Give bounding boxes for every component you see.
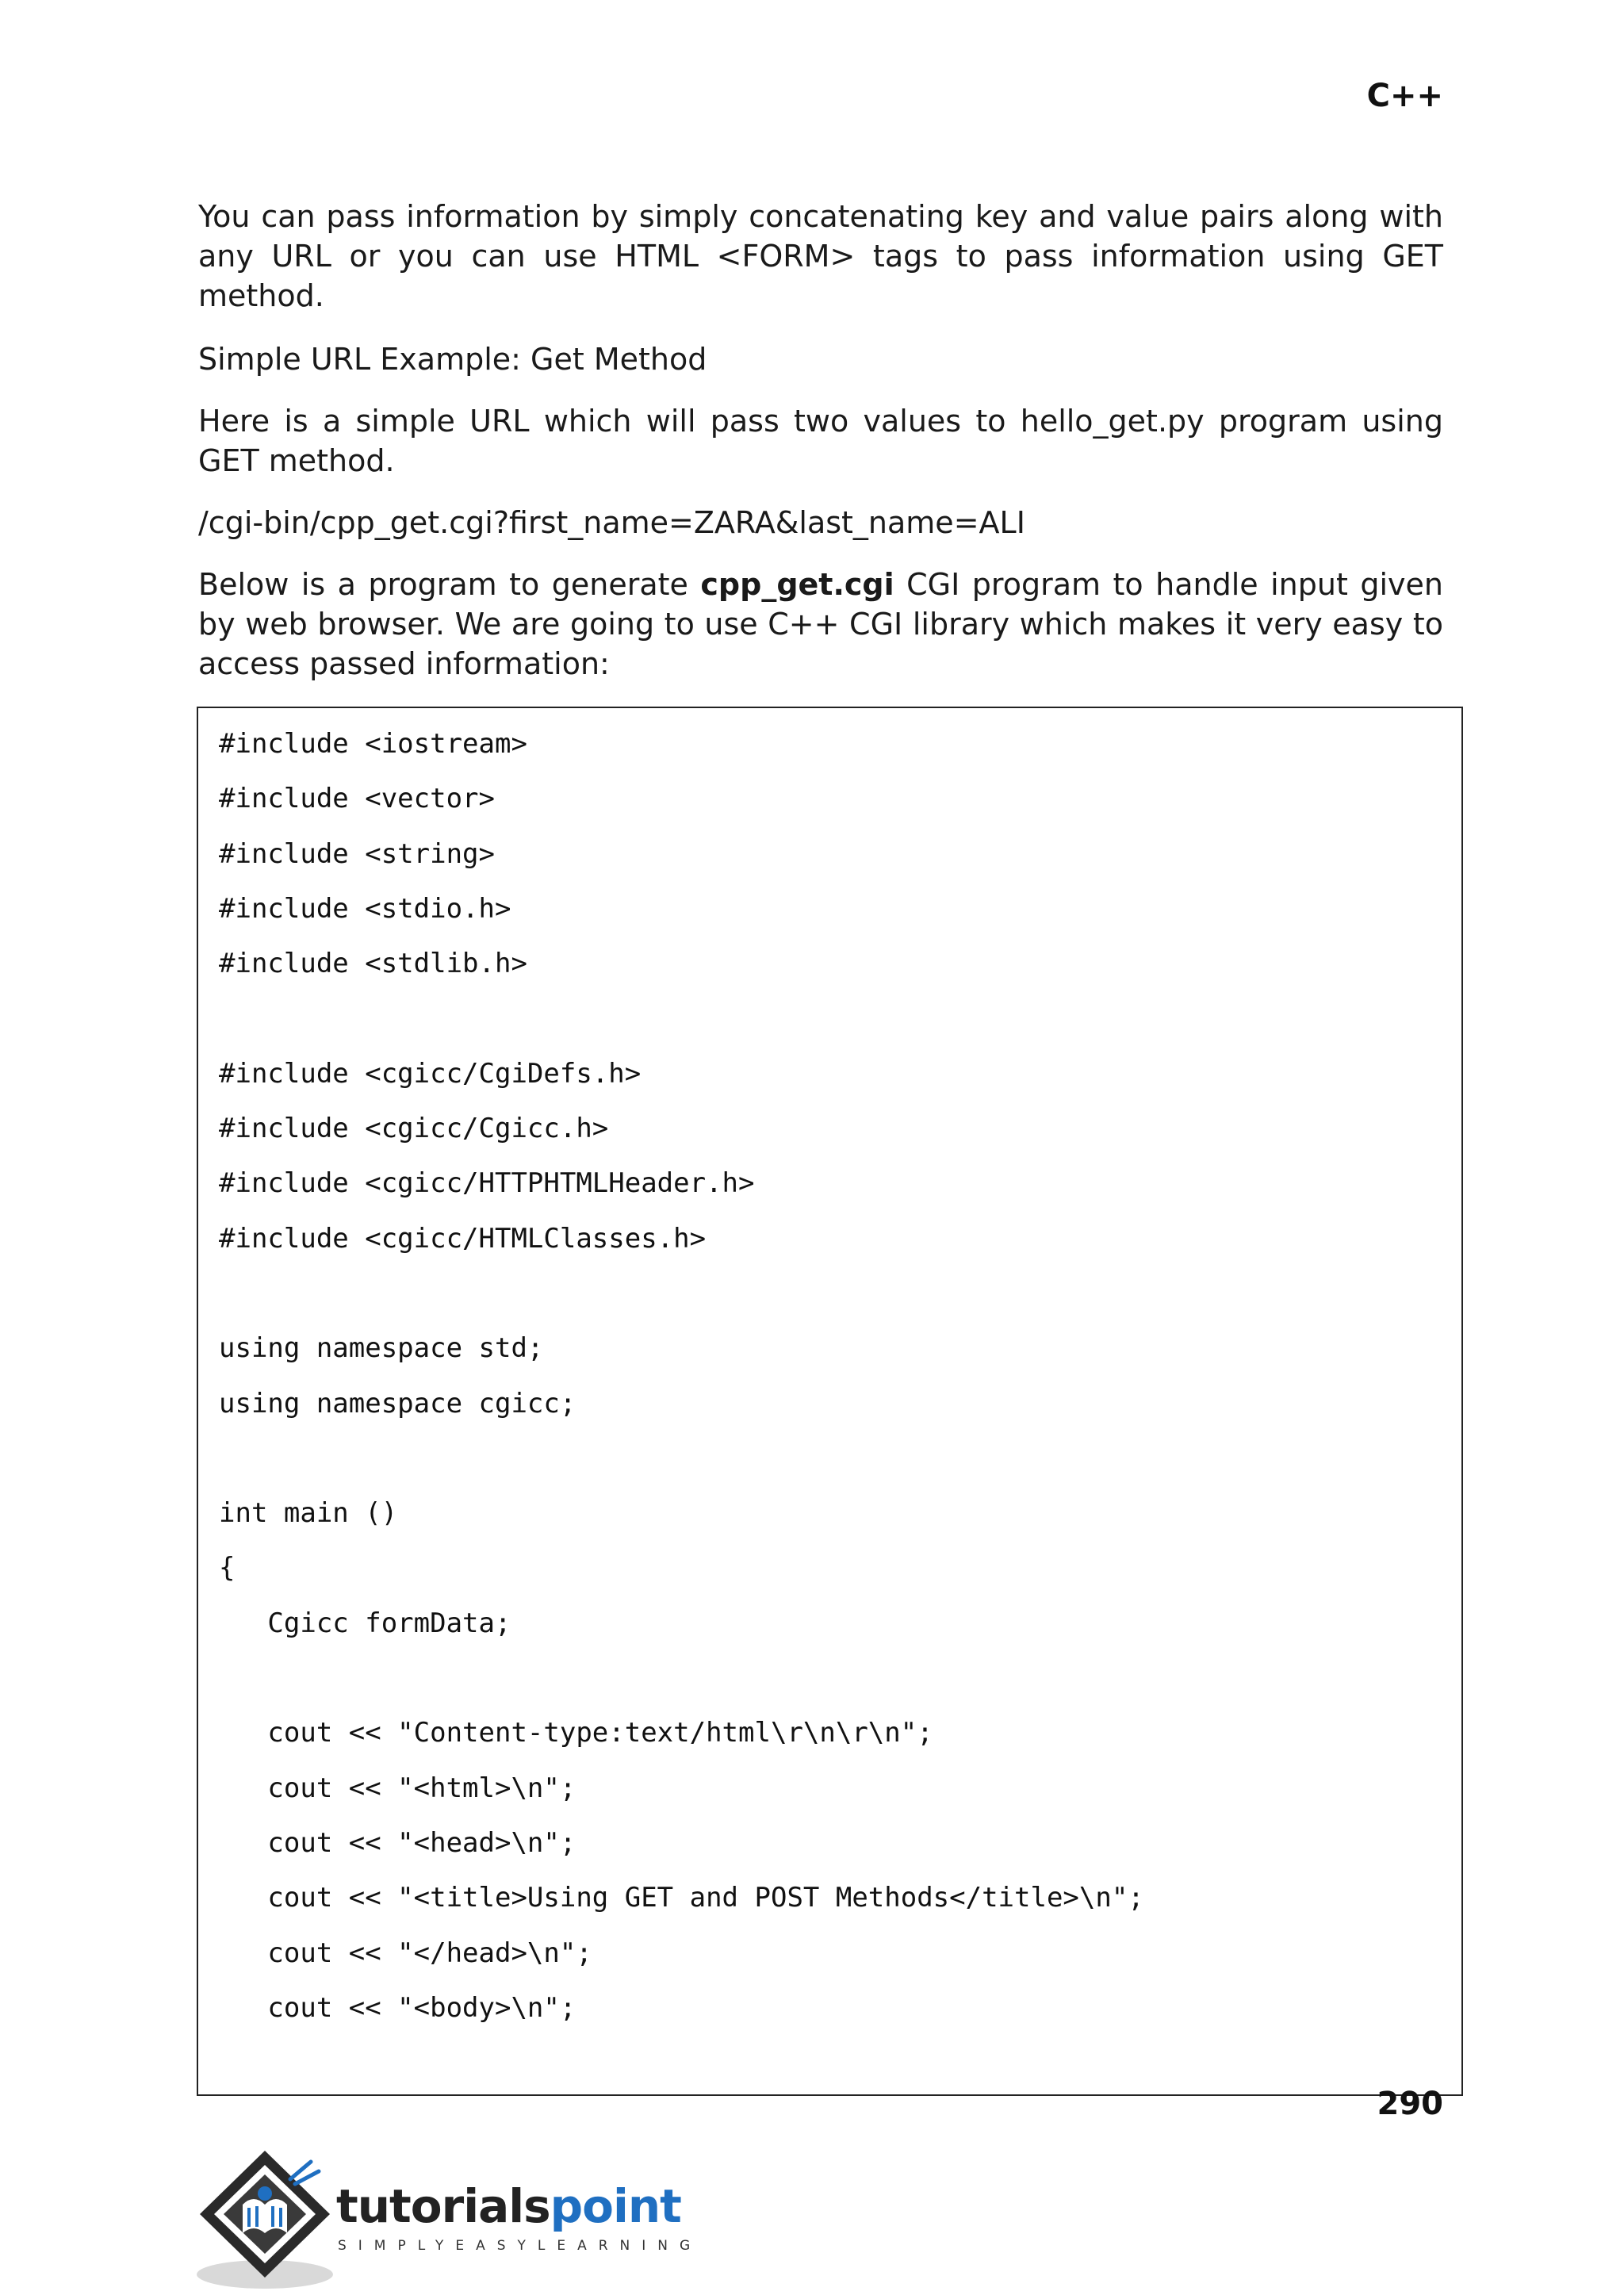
code-line: cout << "<html>\n"; (219, 1772, 576, 1804)
program-description (198, 565, 1443, 684)
code-line: #include <stdio.h> (219, 892, 511, 925)
program-filename: cpp_get.cgi (700, 567, 894, 602)
code-line: using namespace std; (219, 1332, 544, 1365)
code-line (219, 1275, 1144, 1330)
code-lines (219, 726, 1144, 2044)
code-line: using namespace cgicc; (219, 1387, 576, 1420)
logo-word-tutorials: tutorials (336, 2179, 550, 2233)
example-url: /cgi-bin/cpp_get.cgi?first_name=ZARA&last_name=ALI (198, 505, 1025, 540)
tutorialspoint-logo (195, 2141, 703, 2292)
logo-word-point: point (550, 2179, 681, 2233)
code-line: cout << "<head>\n"; (219, 1826, 576, 1859)
program-description-post: CGI program to handle input given by web browser. We are going to use C++ CGI library which makes it very easy to access passed information: (198, 567, 1443, 681)
logo-tagline: SIMPLYEASYLEARNING (338, 2238, 703, 2254)
code-line: #include <string> (219, 837, 495, 870)
logo-mark-icon (195, 2141, 338, 2292)
code-line: cout << "</head>\n"; (219, 1937, 592, 1969)
code-block (197, 707, 1463, 2096)
code-line: #include <cgicc/HTTPHTMLHeader.h> (219, 1167, 755, 1200)
intro-paragraph: You can pass information by simply concatenating key and value pairs along with any URL or you can use HTML <FORM> tags to pass information using GET method. (198, 199, 1443, 313)
code-line: Cgicc formData; (219, 1607, 511, 1639)
code-line: cout << "<title>Using GET and POST Methods</title>\n"; (219, 1882, 1144, 1914)
code-line: #include <cgicc/CgiDefs.h> (219, 1057, 642, 1090)
code-line: #include <stdlib.h> (219, 948, 527, 980)
code-line: #include <vector> (219, 783, 495, 815)
logo-wordmark (336, 2179, 681, 2233)
code-line: cout << "<body>\n"; (219, 1991, 576, 2024)
program-description-pre: Below is a program to generate (198, 567, 701, 602)
code-line: #include <iostream> (219, 728, 527, 760)
code-line (219, 1440, 1144, 1495)
code-line: int main () (219, 1497, 398, 1530)
code-line: #include <cgicc/HTMLClasses.h> (219, 1222, 707, 1255)
code-line (219, 1000, 1144, 1055)
example-heading: Simple URL Example: Get Method (198, 342, 707, 377)
page-header-title: C++ (1366, 78, 1443, 114)
code-line: #include <cgicc/Cgicc.h> (219, 1113, 609, 1145)
page-number: 290 (1377, 2086, 1443, 2122)
example-description: Here is a simple URL which will pass two values to hello_get.py program using GET method. (198, 404, 1443, 478)
code-line: cout << "Content-type:text/html\r\n\r\n"; (219, 1717, 933, 1749)
code-line: { (219, 1552, 236, 1584)
code-line (219, 1660, 1144, 1715)
